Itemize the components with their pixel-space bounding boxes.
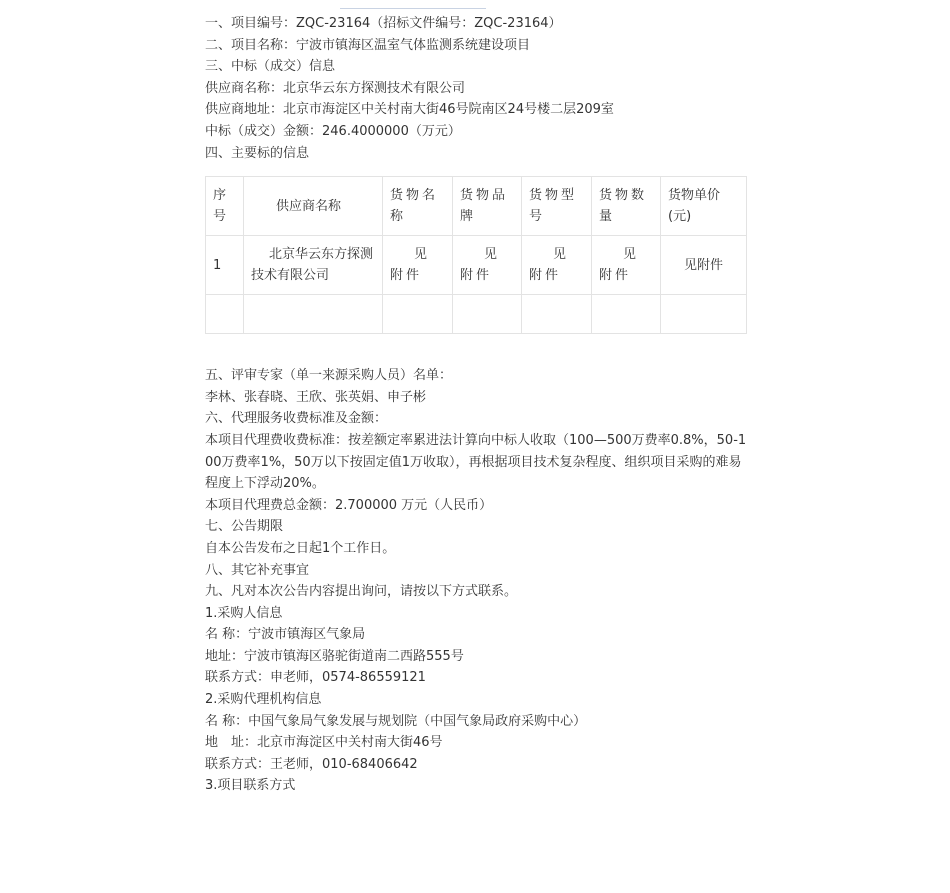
period-text: 自本公告发布之日起1个工作日。: [205, 540, 396, 556]
supplier-name: 供应商名称：北京华云东方探测技术有限公司: [205, 80, 466, 96]
fees-title: 六、代理服务收费标准及金额：: [205, 411, 388, 427]
agency-name: 名 称：中国气象局气象发展与规划院（中国气象局政府采购中心）: [205, 713, 587, 729]
empty-cell: [592, 295, 661, 334]
project-name: 二、项目名称：宁波市镇海区温室气体监测系统建设项目: [205, 37, 531, 53]
cell-goods-model: 见附件: [522, 236, 592, 295]
header-cell-goods-model: 货物型号: [522, 177, 592, 236]
purchaser-address: 地址：宁波市镇海区骆驼街道南二西路555号: [205, 648, 464, 664]
agency-title: 2.采购代理机构信息: [205, 692, 322, 708]
purchaser-name: 名 称：宁波市镇海区气象局: [205, 627, 366, 643]
bid-items-table: [205, 176, 747, 334]
cell-supplier: 北京华云东方探测技术有限公司: [244, 236, 383, 295]
table-row: [206, 236, 747, 295]
announcement-document: [205, 13, 750, 797]
empty-cell: [383, 295, 453, 334]
cell-unit-price: 见附件: [661, 236, 747, 295]
empty-cell: [206, 295, 244, 334]
award-amount: 中标（成交）金额：246.4000000（万元）: [205, 123, 461, 139]
empty-cell: [522, 295, 592, 334]
purchaser-title: 1.采购人信息: [205, 605, 283, 621]
top-divider: [340, 8, 486, 9]
fees-total: 本项目代理费总金额：2.700000 万元（人民币）: [205, 497, 493, 513]
header-cell-index: 序号: [206, 177, 244, 236]
other-title: 八、其它补充事宜: [205, 562, 310, 578]
empty-cell: [661, 295, 747, 334]
award-info-title: 三、中标（成交）信息: [205, 59, 336, 75]
fees-standard: 本项目代理费收费标准：按差额定率累进法计算向中标人收取（100—500万费率0.8%，50-100万费率1%，50万以下按固定值1万收取），再根据项目技术复杂程度、组织项目采购的难易程度上下浮动20%。: [205, 432, 747, 492]
period-title: 七、公告期限: [205, 519, 284, 535]
experts-names: 李林、张春晓、王欣、张英娟、申子彬: [205, 389, 427, 405]
cell-index: 1: [206, 236, 244, 295]
project-contact-title: 3.项目联系方式: [205, 778, 296, 794]
empty-cell: [453, 295, 522, 334]
agency-address: 地 址：北京市海淀区中关村南大街46号: [205, 735, 443, 751]
header-cell-unit-price: 货物单价(元): [661, 177, 747, 236]
agency-phone: 联系方式：王老师，010-68406642: [205, 756, 418, 772]
main-info-title: 四、主要标的信息: [205, 145, 310, 161]
purchaser-phone: 联系方式：申老师，0574-86559121: [205, 670, 426, 686]
header-cell-goods-brand: 货物品牌: [453, 177, 522, 236]
header-cell-goods-name: 货物名称: [383, 177, 453, 236]
contact-title: 九、凡对本次公告内容提出询问，请按以下方式联系。: [205, 584, 518, 600]
supplier-address: 供应商地址：北京市海淀区中关村南大街46号院南区24号楼二层209室: [205, 102, 614, 118]
header-cell-supplier: 供应商名称: [244, 177, 383, 236]
table-header-row: [206, 177, 747, 236]
cell-goods-brand: 见附件: [453, 236, 522, 295]
cell-goods-quantity: 见附件: [592, 236, 661, 295]
table-row: [206, 295, 747, 334]
project-number: 一、项目编号：ZQC-23164（招标文件编号：ZQC-23164）: [205, 16, 562, 31]
cell-goods-name: 见附件: [383, 236, 453, 295]
empty-cell: [244, 295, 383, 334]
experts-title: 五、评审专家（单一来源采购人员）名单：: [205, 368, 453, 384]
header-cell-goods-quantity: 货物数量: [592, 177, 661, 236]
